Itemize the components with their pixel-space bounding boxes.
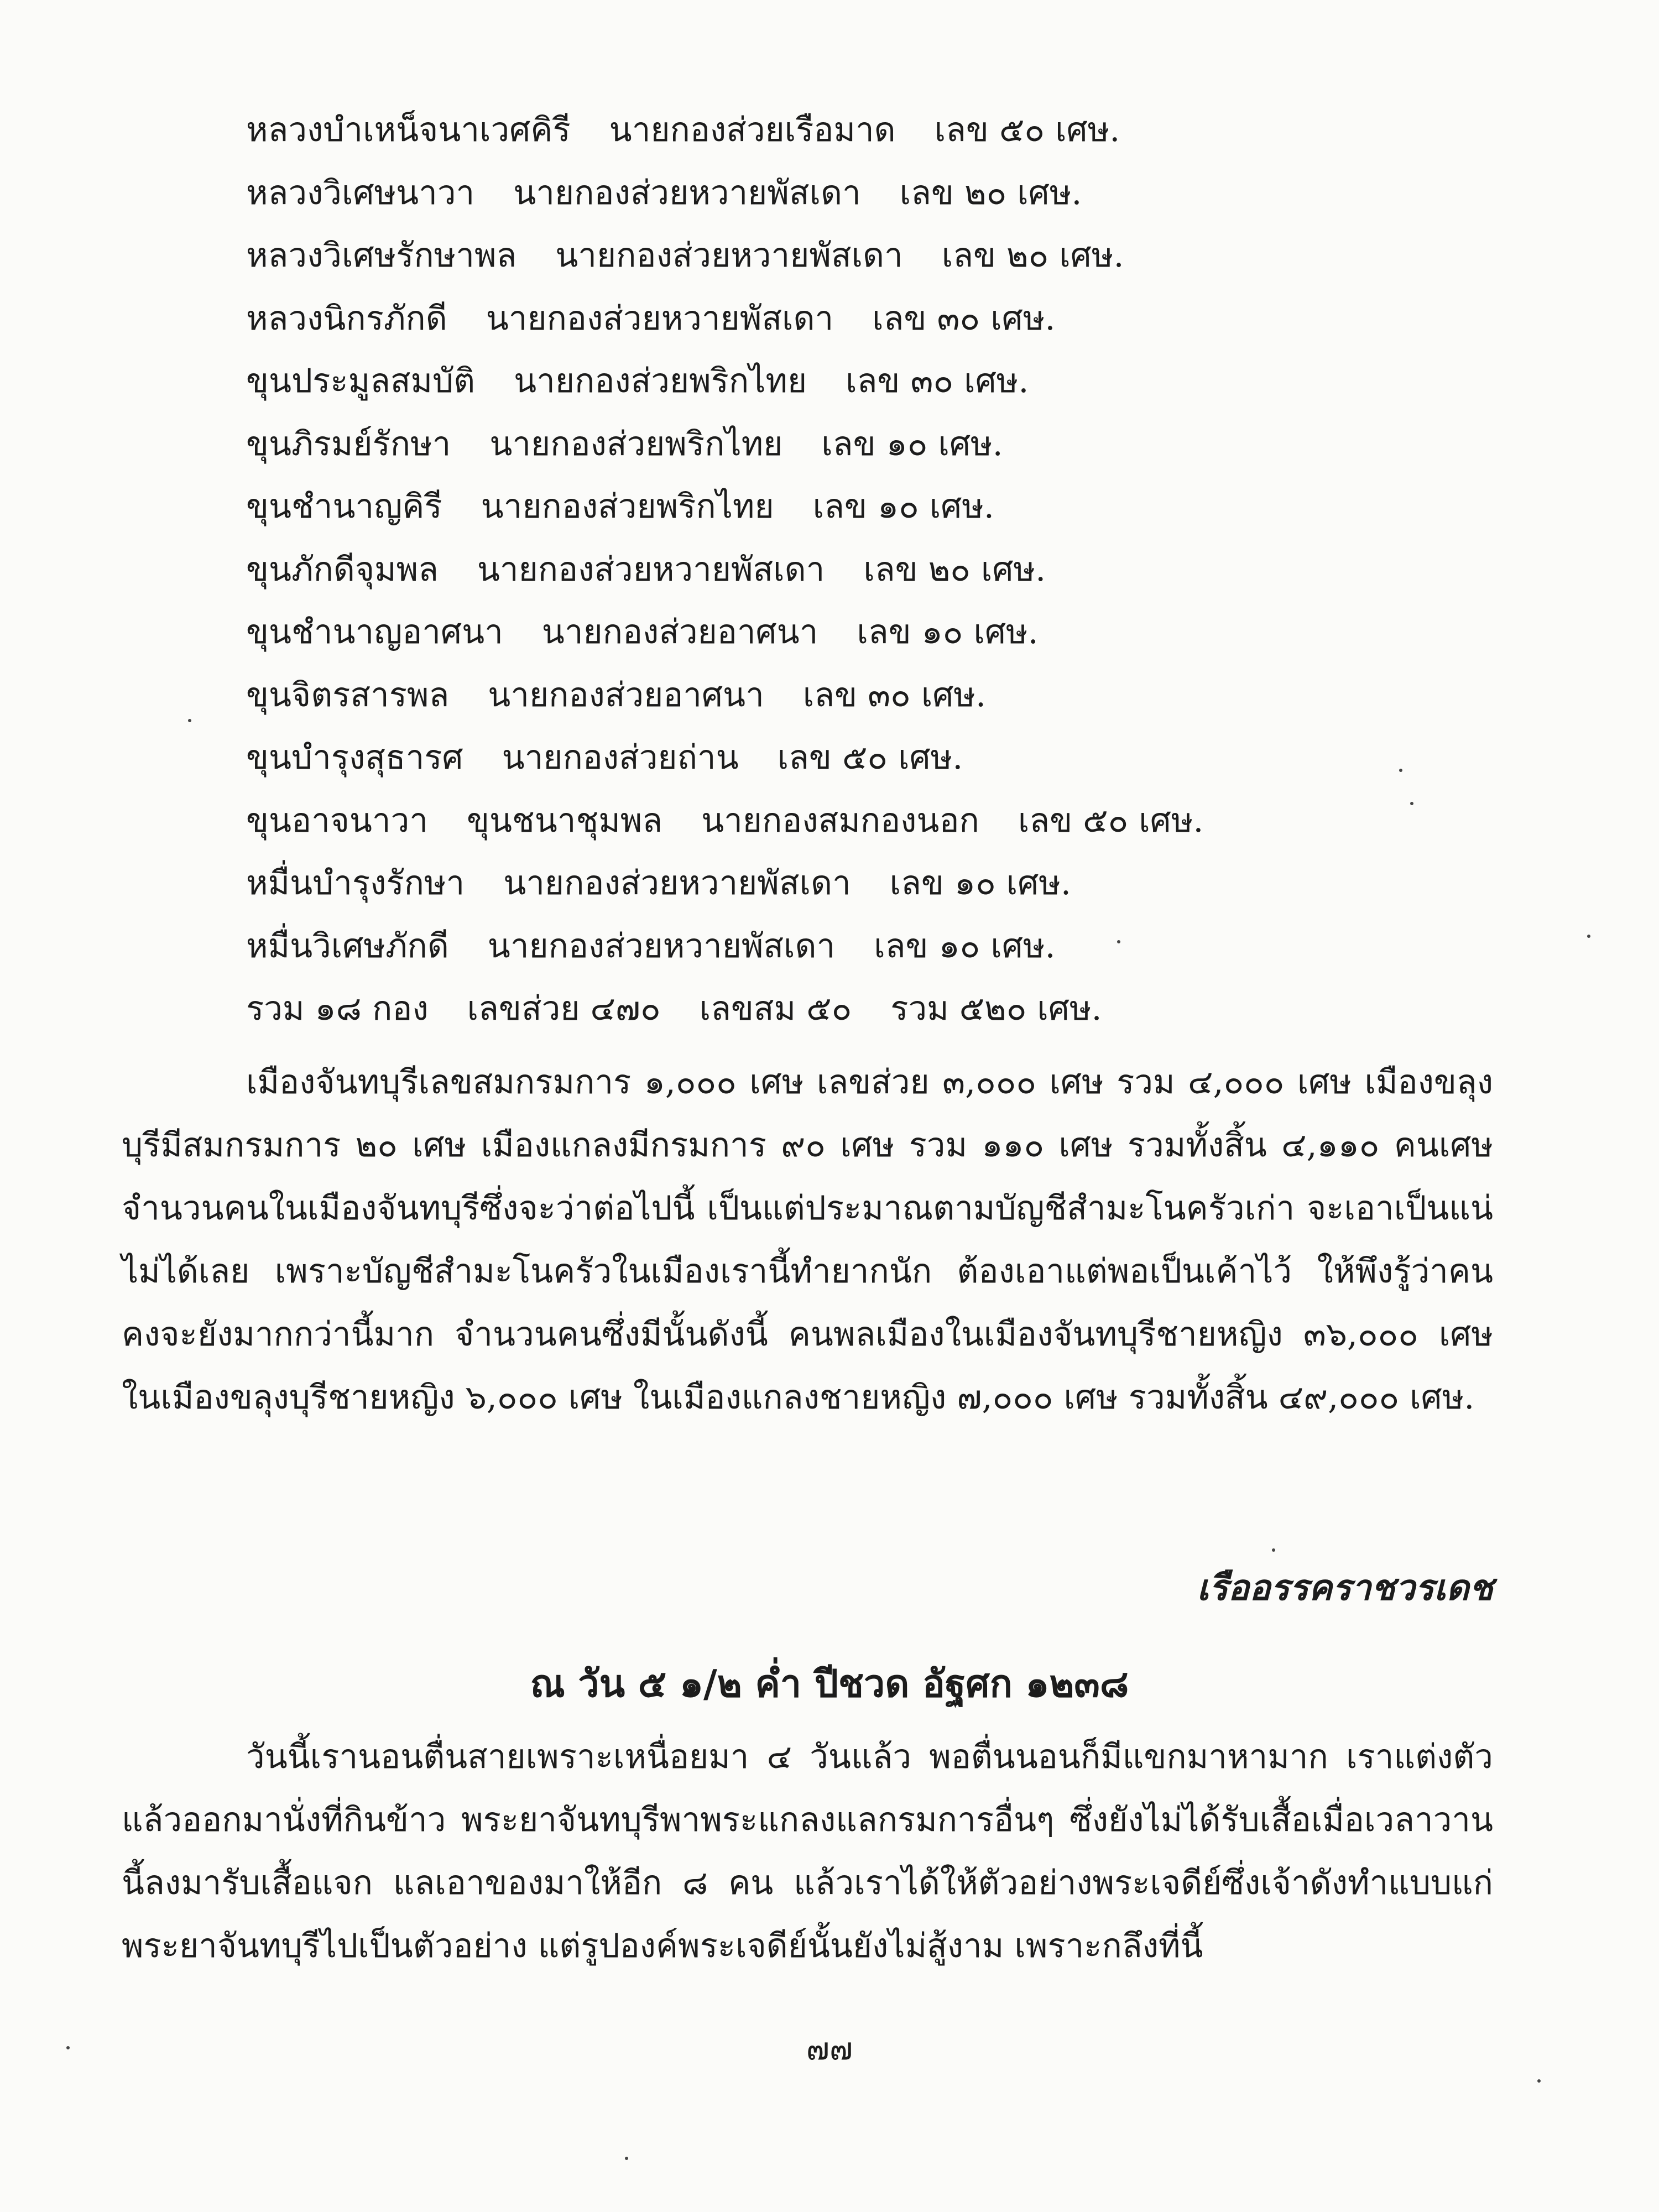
signature-line: เรืออรรคราชวรเดช [1197, 1567, 1493, 1609]
list-line [246, 610, 1077, 654]
list-cell: เลข ๓๐ เศษ. [846, 362, 1029, 400]
list-cell: เลข ๑๐ เศษ. [821, 424, 1003, 463]
list-cell: ขุนชำนาญอาศนา [246, 613, 503, 651]
list-cell: รวม ๑๘ กอง [246, 989, 429, 1028]
list-cell: ขุนประมูลสมบัติ [246, 362, 476, 400]
paragraph-diary: วันนี้เรานอนตื่นสายเพราะเหนื่อยมา ๔ วันแล้ว พอตื่นนอนก็มีแขกมาหามาก เราแต่งตัวแล้วออกมานั่งที่กินข้าว พระยาจันทบุรีพาพระแกลงแลกรมการอื่นๆ ซึ่งยังไม่ได้รับเสื้อเมื่อเวลาวานนี้ลงมารับเสื้อแจก แลเอาของมาให้อีก ๘ คน แล้วเราได้ให้ตัวอย่างพระเจดีย์ซึ่งเจ้าดังทำแบบแก่พระยาจันทบุรีไปเป็นตัวอย่าง แต่รูปองค์พระเจดีย์นั้นยังไม่สู้งาม เพราะกลึงที่นี้ [122, 1738, 1493, 1965]
list-cell: นายกองส่วยพริกไทย [514, 362, 807, 400]
list-line [246, 735, 1001, 780]
list-cell: นายกองส่วยพริกไทย [489, 424, 783, 463]
list-line [246, 171, 1120, 215]
list-cell: เลข ๕๐ เศษ. [1018, 801, 1204, 840]
list-cell: หลวงนิกรภักดี [246, 299, 447, 338]
scan-speck [1399, 769, 1402, 772]
list-cell: เลข ๕๐ เศษ. [777, 738, 963, 777]
list-cell: นายกองส่วยหวายพัสเดา [513, 173, 861, 212]
scan-speck [1587, 935, 1590, 938]
list-cell: ขุนชนาชุมพล [467, 801, 663, 840]
list-cell: นายกองส่วยพริกไทย [481, 487, 774, 526]
list-line [246, 233, 1163, 278]
list-cell: ขุนบำรุงสุธารศ [246, 738, 463, 777]
list-cell: เลข ๑๐ เศษ. [889, 864, 1071, 902]
list-cell: เลข ๒๐ เศษ. [863, 550, 1046, 589]
list-cell: นายกองส่วยหวายพัสเดา [487, 926, 836, 966]
list-cell: เลข ๑๐ เศษ. [874, 926, 1056, 966]
list-cell: หลวงวิเศษรักษาพล [246, 236, 517, 275]
list-cell: ขุนชำนาญคิรี [246, 487, 442, 526]
list-line [246, 359, 1067, 403]
list-cell: นายกองส่วยถ่าน [502, 738, 739, 777]
list-cell: เลข ๓๐ เศษ. [872, 299, 1056, 338]
date-heading: ณ วัน ๕ ๑/๒ ค่ำ ปีชวด อัฐศก ๑๒๓๘ [530, 1662, 1129, 1706]
list-cell: ขุนภักดีจุมพล [246, 550, 439, 589]
list-line [246, 799, 1243, 843]
scan-speck [1272, 1548, 1275, 1552]
list-cell: ขุนอาจนาวา [246, 801, 429, 840]
list-cell: นายกองส่วยหวายพัสเดา [477, 550, 825, 589]
list-line [246, 547, 1084, 592]
list-cell: เลข ๑๐ เศษ. [857, 613, 1039, 651]
list-line [246, 861, 1110, 905]
list-cell: หมื่นบำรุงรักษา [246, 864, 465, 902]
list-line [246, 673, 1025, 717]
list-cell: นายกองส่วยอาศนา [541, 613, 818, 651]
list-line [246, 108, 1159, 152]
list-cell: หมื่นวิเศษภักดี [246, 926, 449, 966]
list-cell: รวม ๕๒๐ เศษ. [890, 989, 1102, 1028]
list-line [246, 484, 1033, 529]
list-cell: เลข ๓๐ เศษ. [802, 675, 987, 714]
scan-speck [1537, 2079, 1541, 2083]
list-cell: เลขสม ๕๐ [699, 989, 852, 1028]
list-line [246, 422, 1042, 466]
scan-speck [625, 2157, 628, 2160]
list-cell: นายกองส่วยหวายพัสเดา [555, 236, 903, 275]
list-cell: นายกองส่วยอาศนา [488, 675, 764, 714]
list-cell: เลข ๕๐ เศษ. [934, 111, 1120, 149]
paragraph-population: เมืองจันทบุรีเลขสมกรมการ ๑,๐๐๐ เศษ เลขส่วย ๓,๐๐๐ เศษ รวม ๔,๐๐๐ เศษ เมืองขลุงบุรีมีสมกรมการ ๒๐ เศษ เมืองแกลงมีกรมการ ๙๐ เศษ รวม ๑๑๐ เศษ รวมทั้งสิ้น ๔,๑๑๐ คนเศษ จำนวนคนในเมืองจันทบุรีซึ่งจะว่าต่อไปนี้ เป็นแต่ประมาณตามบัญชีสำมะโนครัวเก่า จะเอาเป็นแน่ไม่ได้เลย เพราะบัญชีสำมะโนครัวในเมืองเรานี้ทำยากนัก ต้องเอาแต่พอเป็นเค้าไว้ ให้พึงรู้ว่าคนคงจะยังมากกว่านี้มาก จำนวนคนซึ่งมีนั้นดังนี้ คนพลเมืองในเมืองจันทบุรีชายหญิง ๓๖,๐๐๐ เศษ ในเมืองขลุงบุรีชายหญิง ๖,๐๐๐ เศษ ในเมืองแกลงชายหญิง ๗,๐๐๐ เศษ รวมทั้งสิ้น ๔๙,๐๐๐ เศษ. [122, 1063, 1493, 1417]
list-line [246, 924, 1094, 968]
list-cell: เลข ๒๐ เศษ. [899, 173, 1082, 212]
list-cell: นายกองส่วยหวายพัสเดา [486, 299, 834, 338]
scan-speck [188, 719, 191, 722]
list-cell: นายกองส่วยเรือมาด [609, 111, 896, 149]
list-cell: นายกองสมกองนอก [701, 801, 979, 840]
list-line [246, 987, 1141, 1031]
list-line [246, 296, 1094, 341]
list-cell: เลข ๑๐ เศษ. [812, 487, 994, 526]
page-number: ๗๗ [806, 2031, 853, 2067]
scan-speck [66, 2046, 70, 2049]
list-cell: หลวงวิเศษนาวา [246, 173, 475, 212]
list-cell: ขุนจิตรสารพล [246, 675, 450, 714]
list-cell: เลข ๒๐ เศษ. [941, 236, 1124, 275]
scan-speck [1410, 802, 1413, 805]
list-cell: ขุนภิรมย์รักษา [246, 424, 451, 463]
scan-speck [1117, 940, 1120, 943]
list-cell: เลขส่วย ๔๗๐ [467, 989, 661, 1028]
list-cell: หลวงบำเหน็จนาเวศคิรี [246, 111, 571, 149]
list-cell: นายกองส่วยหวายพัสเดา [503, 864, 851, 902]
